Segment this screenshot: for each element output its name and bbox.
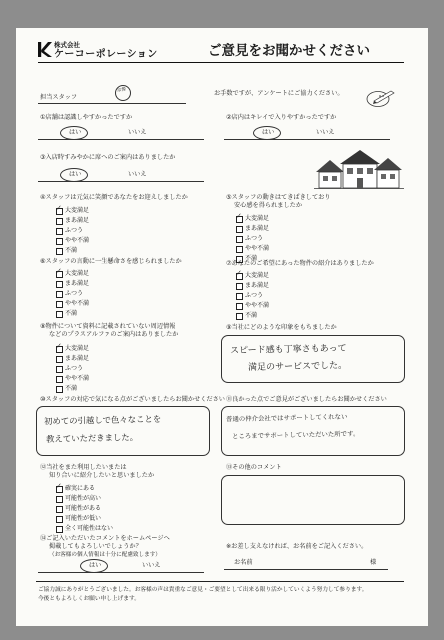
footer-line2: 今後ともよろしくお願い申し上げます。	[38, 596, 140, 602]
q5-option-1: まあ満足	[245, 225, 270, 232]
q12-checkmark: ✓	[56, 482, 62, 490]
company-logo	[38, 42, 52, 57]
q14-no[interactable]: いいえ	[142, 562, 161, 569]
header-rule	[38, 62, 404, 63]
q6-checkbox-4[interactable]	[56, 311, 63, 318]
q10-answer-line2: 教えていただきました。	[45, 432, 139, 444]
q3-yes-circle	[60, 168, 88, 182]
q5-option-4: 不満	[245, 255, 258, 262]
q4-option-4: 不満	[65, 247, 78, 254]
q5-option-2: ふつう	[245, 235, 264, 242]
q14-text2: 掲載してもよろしいでしょうか？	[49, 543, 142, 550]
q1-yes-circle	[60, 126, 88, 140]
q5-checkmark: ✓	[236, 212, 242, 220]
q12-option-4: 全く可能性はない	[65, 525, 114, 532]
q2-yes-circle	[253, 126, 281, 140]
q9-answer-line1: スピード感も丁寧さもあって	[229, 343, 347, 357]
q3-yes[interactable]: はい	[69, 171, 82, 178]
q4-checkbox-1[interactable]	[56, 218, 63, 225]
q4-text: ④スタッフは元気に笑顔であなたをお迎えしましたか	[40, 194, 188, 201]
q7-option-1: まあ満足	[245, 282, 270, 289]
q7-checkbox-1[interactable]	[236, 283, 243, 290]
name-field[interactable]	[224, 569, 388, 570]
q11-answer-line2: ところまでサポートしていただいた所です。	[231, 429, 360, 441]
q8-option-2: ふつう	[65, 365, 84, 372]
q14-yes-circle	[80, 559, 108, 573]
q2-yes[interactable]: はい	[262, 129, 275, 136]
pencil-icon	[366, 88, 400, 112]
q8-option-4: 不満	[65, 385, 78, 392]
q1-yes[interactable]: はい	[69, 129, 82, 136]
q2-text: ②店内はキレイで入りやすかったですか	[226, 114, 337, 121]
q7-option-2: ふつう	[245, 292, 264, 299]
q8-option-1: まあ満足	[65, 355, 90, 362]
q8-checkbox-3[interactable]	[56, 376, 63, 383]
q1-underline	[38, 139, 204, 140]
q14-underline	[38, 572, 204, 573]
staff-seal-text: 宗像	[116, 87, 127, 94]
q14-text3: （お客様の個人情報は十分に配慮致します）	[49, 552, 161, 558]
q5-option-3: やや不満	[245, 245, 270, 252]
houses-illustration	[314, 148, 404, 194]
q8-checkmark: ✓	[56, 342, 62, 350]
q6-option-2: ふつう	[65, 290, 84, 297]
q9-answer-line2: 満足のサービスでした。	[247, 360, 348, 374]
q7-checkbox-3[interactable]	[236, 303, 243, 310]
q12-option-1: 可能性が高い	[65, 495, 102, 502]
q12-checkbox-3[interactable]	[56, 516, 63, 523]
q8-checkbox-2[interactable]	[56, 366, 63, 373]
footer-line1: ご協力誠にありがとうございました。お客様の声は貴重なご意見・ご要望として出来る限り活かしていくよう努力して参ります。	[38, 587, 368, 593]
q10-answer-line1: 初めての引越しで色々なことを	[43, 413, 162, 427]
q5-text2: 安心感を得られましたか	[234, 202, 303, 209]
q7-checkbox-2[interactable]	[236, 293, 243, 300]
q5-checkbox-1[interactable]	[236, 226, 243, 233]
q4-checkmark: ✓	[56, 204, 62, 212]
q5-option-0: 大変満足	[245, 215, 270, 222]
footer-rule	[36, 581, 404, 582]
intro-text: お手数ですが、アンケートにご協力ください。	[214, 90, 344, 97]
staff-label: 担当スタッフ	[40, 94, 78, 101]
q8-text: ⑧物件について資料に記載されていない周辺情報	[40, 323, 176, 330]
q4-option-1: まあ満足	[65, 217, 90, 224]
q6-checkbox-2[interactable]	[56, 291, 63, 298]
q7-option-3: やや不満	[245, 302, 270, 309]
q2-underline	[224, 139, 390, 140]
q7-option-0: 大変満足	[245, 272, 270, 279]
q8-checkbox-4[interactable]	[56, 386, 63, 393]
q7-checkbox-4[interactable]	[236, 313, 243, 320]
q4-checkbox-2[interactable]	[56, 228, 63, 235]
q2-no[interactable]: いいえ	[316, 129, 335, 136]
q12-option-0: 確実にある	[65, 485, 96, 492]
q1-no[interactable]: いいえ	[128, 129, 147, 136]
q6-checkbox-3[interactable]	[56, 301, 63, 308]
q5-checkbox-2[interactable]	[236, 236, 243, 243]
q4-checkbox-3[interactable]	[56, 238, 63, 245]
q8-checkbox-1[interactable]	[56, 356, 63, 363]
q10-text: ⑩スタッフの対応で気になる点がございましたらお聞かせください	[40, 396, 225, 403]
q1-text: ①店舗は認識しやすかったですか	[40, 114, 133, 121]
q3-text: ③入店時すみやかに席へのご案内はありましたか	[40, 154, 176, 161]
company-name: ケーコーポレーション	[54, 49, 158, 60]
q12-checkbox-1[interactable]	[56, 496, 63, 503]
q12-checkbox-2[interactable]	[56, 506, 63, 513]
q12-checkbox-4[interactable]	[56, 526, 63, 533]
q4-option-3: やや不満	[65, 237, 90, 244]
q5-checkbox-3[interactable]	[236, 246, 243, 253]
name-note: ※お差し支えなければ、お名前をご記入ください。	[226, 543, 368, 550]
q14-yes[interactable]: はい	[89, 562, 102, 569]
q12-text2: 知り合いに紹介したいと思いましたか	[49, 472, 155, 479]
q7-option-4: 不満	[245, 312, 258, 319]
q4-option-2: ふつう	[65, 227, 84, 234]
company-kaisha: 株式会社	[54, 41, 80, 49]
name-label: お名前	[234, 559, 253, 566]
q6-option-0: 大変満足	[65, 270, 90, 277]
page-title: ご意見をお聞かせください	[208, 43, 370, 59]
q4-checkbox-4[interactable]	[56, 248, 63, 255]
q7-checkmark: ✓	[236, 269, 242, 277]
q11-answer-line1: 普通の仲介会社ではサポートしてくれない	[225, 412, 348, 424]
q11-text: ⑪良かった点でご意見がございましたらお聞かせください	[226, 396, 387, 403]
q8-option-3: やや不満	[65, 375, 90, 382]
q7-text: ⑦あなたのご希望にあった物件の紹介はありましたか	[226, 260, 374, 267]
q8-text2: などのプラスアルファのご案内はありましたか	[49, 331, 179, 338]
q5-text: ⑤スタッフの動きはてきぱきしており	[226, 194, 331, 201]
q6-checkbox-1[interactable]	[56, 281, 63, 288]
q3-no[interactable]: いいえ	[128, 171, 147, 178]
q12-text: ⑫当社をまた利用したいまたは	[40, 464, 127, 471]
q6-option-4: 不満	[65, 310, 78, 317]
q14-text: ⑭ご記入いただいたコメントをホームページへ	[40, 535, 170, 542]
q13-answer-box	[221, 475, 405, 525]
q4-option-0: 大変満足	[65, 207, 90, 214]
name-suffix: 様	[370, 559, 377, 566]
q6-text: ⑥スタッフの言動に一生懸命さを感じられましたか	[40, 258, 182, 265]
staff-underline	[38, 103, 186, 104]
q12-option-2: 可能性がある	[65, 505, 102, 512]
q9-text: ⑨当社にどのような印象をもちましたか	[226, 324, 337, 331]
q6-checkmark: ✓	[56, 267, 62, 275]
q6-option-3: やや不満	[65, 300, 90, 307]
survey-sheet	[16, 28, 428, 626]
q6-option-1: まあ満足	[65, 280, 90, 287]
q12-option-3: 可能性が低い	[65, 515, 102, 522]
q13-text: ⑬その他のコメント	[226, 464, 282, 471]
q8-option-0: 大変満足	[65, 345, 90, 352]
q3-underline	[38, 181, 204, 182]
